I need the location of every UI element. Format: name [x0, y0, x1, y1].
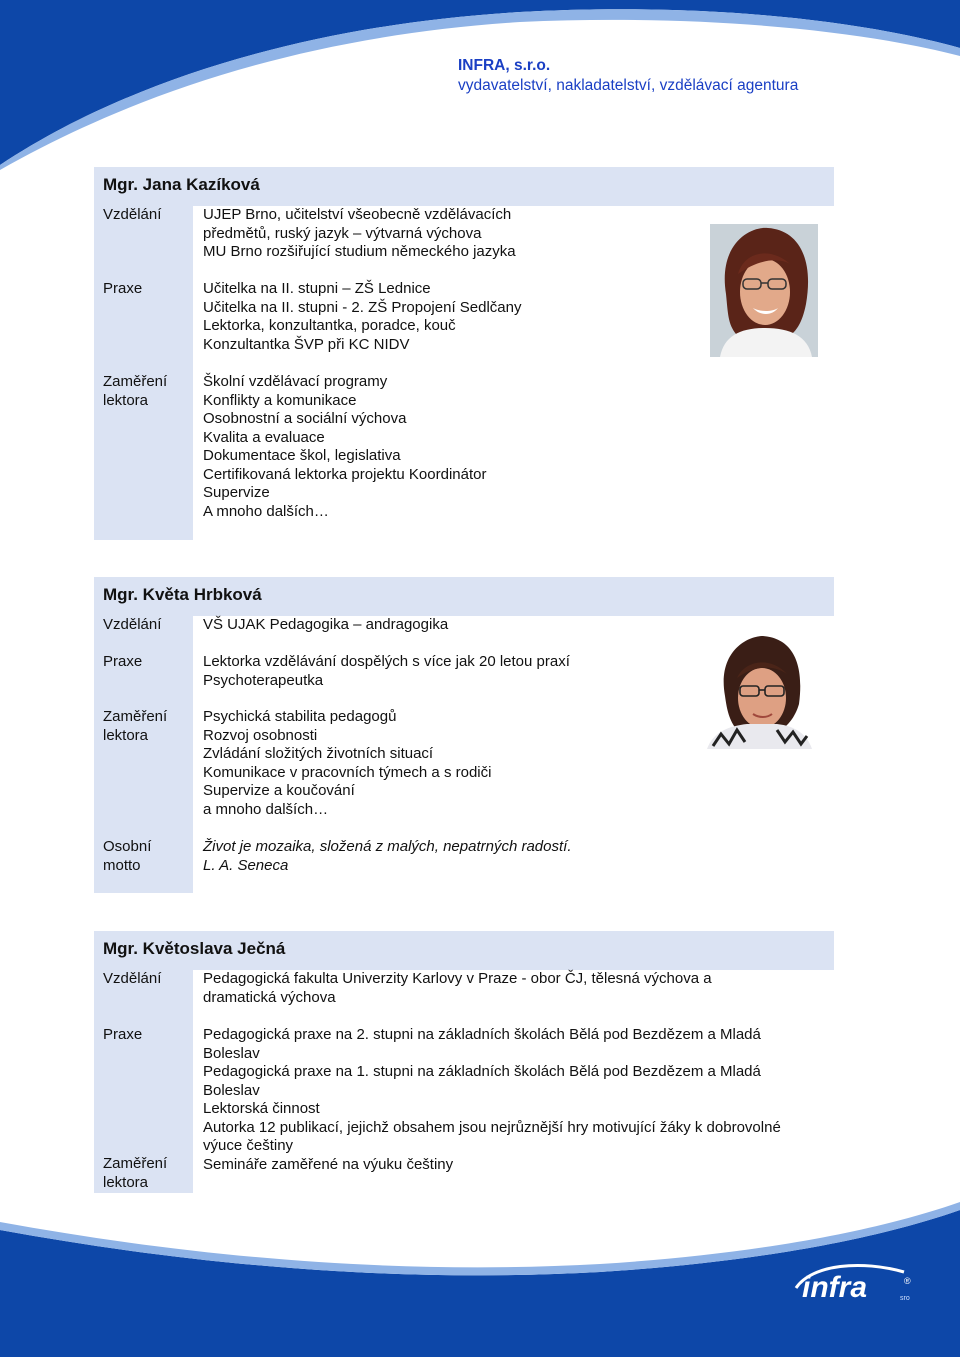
text-line: A mnoho dalších… — [203, 502, 329, 520]
text-line: VŠ UJAK Pedagogika – andragogika — [203, 616, 449, 633]
text-line: Autorka 12 publikací, jejichž obsahem jsou nejrůznější hry motivující žáky k dobrovolné — [203, 1118, 781, 1136]
text-line: výuce češtiny — [203, 1137, 294, 1154]
text-line: Pedagogická praxe na 1. stupni na základních školách Bělá pod Bezdězem a Mladá — [203, 1063, 761, 1080]
text-line: Konflikty a komunikace — [203, 391, 357, 409]
portrait-photo — [707, 634, 812, 749]
company-name: INFRA, s.r.o. — [458, 57, 551, 74]
text-line: UJEP Brno, učitelství všeobecně vzdělávacích — [203, 206, 512, 223]
text-line: Certifikovaná lektorka projektu Koordinátor — [203, 465, 487, 483]
education-label: Vzdělání — [103, 206, 162, 223]
profile-name: Mgr. Jana Kazíková — [94, 167, 834, 206]
text-line: Dokumentace škol, legislativa — [203, 447, 401, 464]
text-line: Supervize a koučování — [203, 782, 355, 799]
profile-name: Mgr. Květa Hrbková — [94, 577, 834, 616]
label-line: lektora — [103, 391, 149, 409]
text-line: Osobnostní a sociální výchova — [203, 410, 407, 427]
education-label: Vzdělání — [103, 970, 162, 987]
logo-text: infra — [802, 1271, 868, 1304]
text-line: Supervize — [203, 484, 270, 501]
infra-logo — [792, 1262, 922, 1309]
company-tagline: vydavatelství, nakladatelství, vzdělávací agentura — [458, 77, 799, 94]
text-line: MU Brno rozšiřující studium německého jazyka — [203, 243, 516, 260]
practice-label: Praxe — [103, 1026, 143, 1043]
motto-label — [103, 838, 188, 875]
education-value — [203, 970, 833, 1007]
text-line: Školní vzdělávací programy — [203, 373, 388, 390]
label-line: lektora — [103, 1173, 149, 1191]
focus-label — [103, 1155, 188, 1192]
text-line: Psychická stabilita pedagogů — [203, 708, 397, 725]
label-line: Osobní — [103, 838, 152, 855]
text-line: a mnoho dalších… — [203, 800, 329, 818]
practice-value — [203, 1026, 833, 1174]
text-line: Semináře zaměřené na výuku češtiny — [203, 1155, 454, 1173]
text-line: Pedagogická praxe na 2. stupni na základních školách Bělá pod Bezdězem a Mladá — [203, 1026, 761, 1043]
text-line: Komunikace v pracovních týmech a s rodiči — [203, 763, 492, 781]
text-line: Kvalita a evaluace — [203, 428, 325, 446]
label-line: lektora — [103, 726, 149, 744]
text-line: dramatická výchova — [203, 988, 336, 1006]
text-line: Učitelka na II. stupni – ZŠ Lednice — [203, 280, 431, 297]
text-line: Život je mozaika, složená z malých, nepatrných radostí. — [203, 838, 572, 855]
label-line: Zaměření — [103, 708, 168, 725]
text-line: Boleslav — [203, 1081, 260, 1099]
text-line: Pedagogická fakulta Univerzity Karlovy v Praze - obor ČJ, tělesná výchova a — [203, 970, 712, 987]
text-line: Boleslav — [203, 1044, 260, 1062]
text-line: předmětů, ruský jazyk – výtvarná výchova — [203, 224, 482, 242]
education-value — [203, 616, 833, 635]
profile-card — [94, 931, 834, 1193]
motto-value — [203, 838, 833, 875]
logo-mark: ® — [904, 1276, 911, 1286]
logo-sub: sro — [900, 1295, 910, 1302]
text-line: L. A. Seneca — [203, 856, 289, 874]
education-label: Vzdělání — [103, 616, 162, 633]
focus-label — [103, 373, 188, 410]
text-line: Lektorka, konzultantka, poradce, kouč — [203, 317, 456, 334]
profile-name: Mgr. Květoslava Ječná — [94, 931, 834, 970]
header-block — [458, 56, 798, 96]
text-line: Rozvoj osobnosti — [203, 726, 318, 744]
focus-label — [103, 708, 188, 745]
practice-label: Praxe — [103, 280, 143, 297]
text-line: Lektorská činnost — [203, 1100, 320, 1117]
practice-label: Praxe — [103, 653, 143, 670]
text-line: Zvládání složitých životních situací — [203, 745, 434, 762]
portrait-photo — [710, 224, 818, 357]
text-line: Lektorka vzdělávání dospělých s více jak 20 letou praxí — [203, 653, 570, 670]
text-line: Psychoterapeutka — [203, 671, 324, 689]
label-line: Zaměření — [103, 1155, 168, 1172]
label-line: motto — [103, 856, 141, 874]
label-line: Zaměření — [103, 373, 168, 390]
text-line: Učitelka na II. stupni - 2. ZŠ Propojení Sedlčany — [203, 298, 522, 316]
text-line: Konzultantka ŠVP při KC NIDV — [203, 335, 410, 353]
focus-value — [203, 373, 833, 521]
